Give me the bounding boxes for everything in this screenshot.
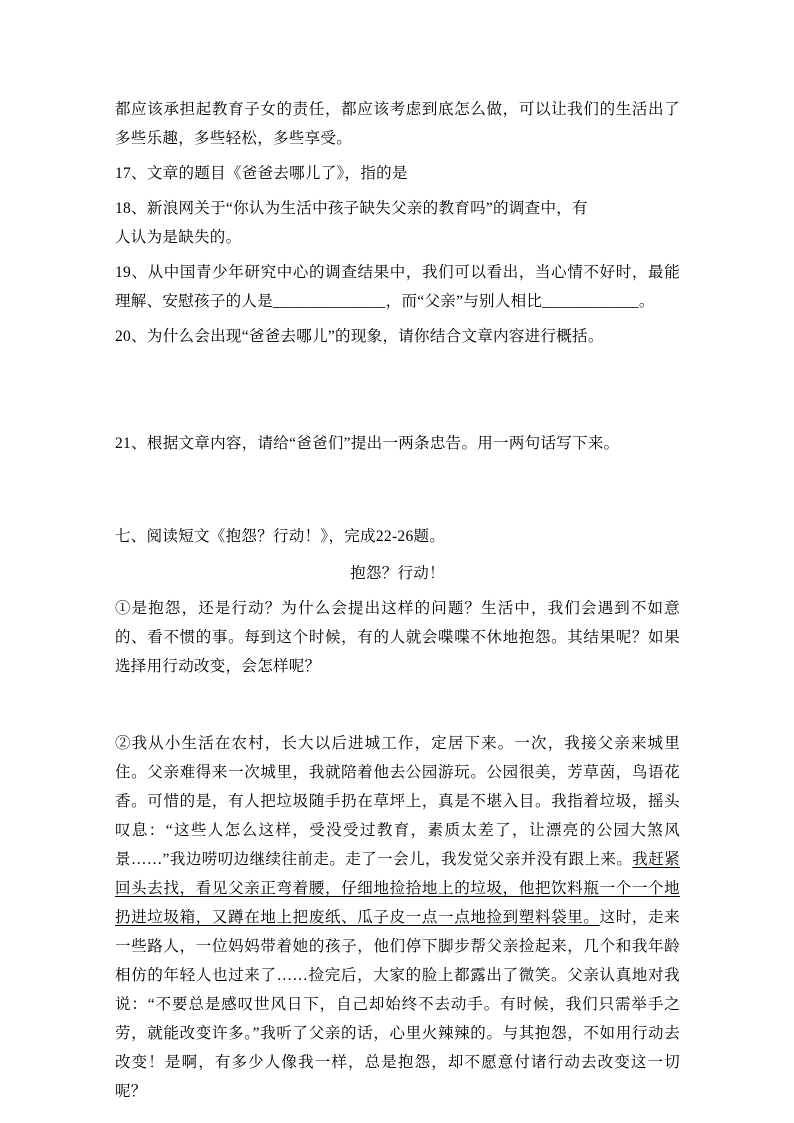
- essay-paragraph-2-pre: ②我从小生活在农村，长大以后进城工作，定居下来。一次，我接父亲来城里住。父亲难得来一次城里，我就陪着他去公园游玩。公园很美，芳草茵，鸟语花香。可惜的是，有人把垃圾随手扔在草坪上，真是不堪入目。我指着垃圾，摇头叹息：“这些人怎么这样，受没受过教育，素质太差了，让漂亮的公园大煞风景……”我边唠叨边继续往前走。走了一会儿，我发觉父亲并没有跟上来。: [115, 735, 680, 868]
- essay-paragraph-2-underlined-passage: 我赶紧回头去找，看见父亲正弯着腰，仔细地捡拾地上的垃圾，他把饮料瓶一个一个地扔进垃圾箱，又蹲在地上把废纸、瓜子皮一点一点地捡到塑料袋里。: [115, 851, 680, 926]
- question-17: 17、文章的题目《爸爸去哪儿了》，指的是: [115, 165, 408, 182]
- intro-continuation-paragraph: 都应该承担起教育子女的责任，都应该考虑到底怎么做，可以让我们的生活出了多些乐趣，多些轻松，多些享受。: [115, 101, 680, 147]
- essay-paragraph-2: [115, 729, 680, 1106]
- answer-space-q20: [115, 357, 680, 429]
- essay-paragraph-2-post: 这时，走来一些路人，一位妈妈带着她的孩子，他们停下脚步帮父亲捡起来，几个和我年龄相仿的年轻人也过来了……捡完后，大家的脸上都露出了微笑。父亲认真地对我说：“不要总是感叹世风日下，自己却始终不去动手。有时候，我们只需举手之劳，就能改变许多。”我听了父亲的话，心里火辣辣的。与其抱怨，不如用行动去改变！是啊，有多少人像我一样，总是抱怨，却不愿意付诸行动去改变这一切呢？: [115, 909, 680, 1100]
- question-18: [115, 194, 680, 252]
- essay-paragraph-1: ①是抱怨，还是行动？为什么会提出这样的问题？生活中，我们会遇到不如意的、看不惯的事。每到这个时候，有的人就会喋喋不休地抱怨。其结果呢？如果选择用行动改变，会怎样呢？: [115, 600, 680, 675]
- answer-space-q21: [115, 464, 680, 522]
- question-18-line-1: 18、新浪网关于“你认为生活中孩子缺失父亲的教育吗”的调查中，有: [115, 200, 588, 217]
- question-18-line-2: 人认为是缺失的。: [115, 229, 242, 246]
- paragraph-gap: [115, 687, 680, 729]
- question-20: 20、为什么会出现“爸爸去哪儿”的现象，请你结合文章内容进行概括。: [115, 328, 604, 345]
- document-body: [115, 95, 680, 1106]
- question-19: 19、从中国青少年研究中心的调查结果中，我们可以看出，当心情不好时，最能理解、安慰孩子的人是______________，而“父亲”与别人相比____________。: [115, 264, 680, 310]
- section-7-heading: 七、阅读短文《抱怨？行动！》，完成22-26题。: [115, 528, 446, 545]
- essay-title: 抱怨？行动！: [350, 565, 445, 582]
- question-21: 21、根据文章内容，请给“爸爸们”提出一两条忠告。用一两句话写下来。: [115, 435, 620, 452]
